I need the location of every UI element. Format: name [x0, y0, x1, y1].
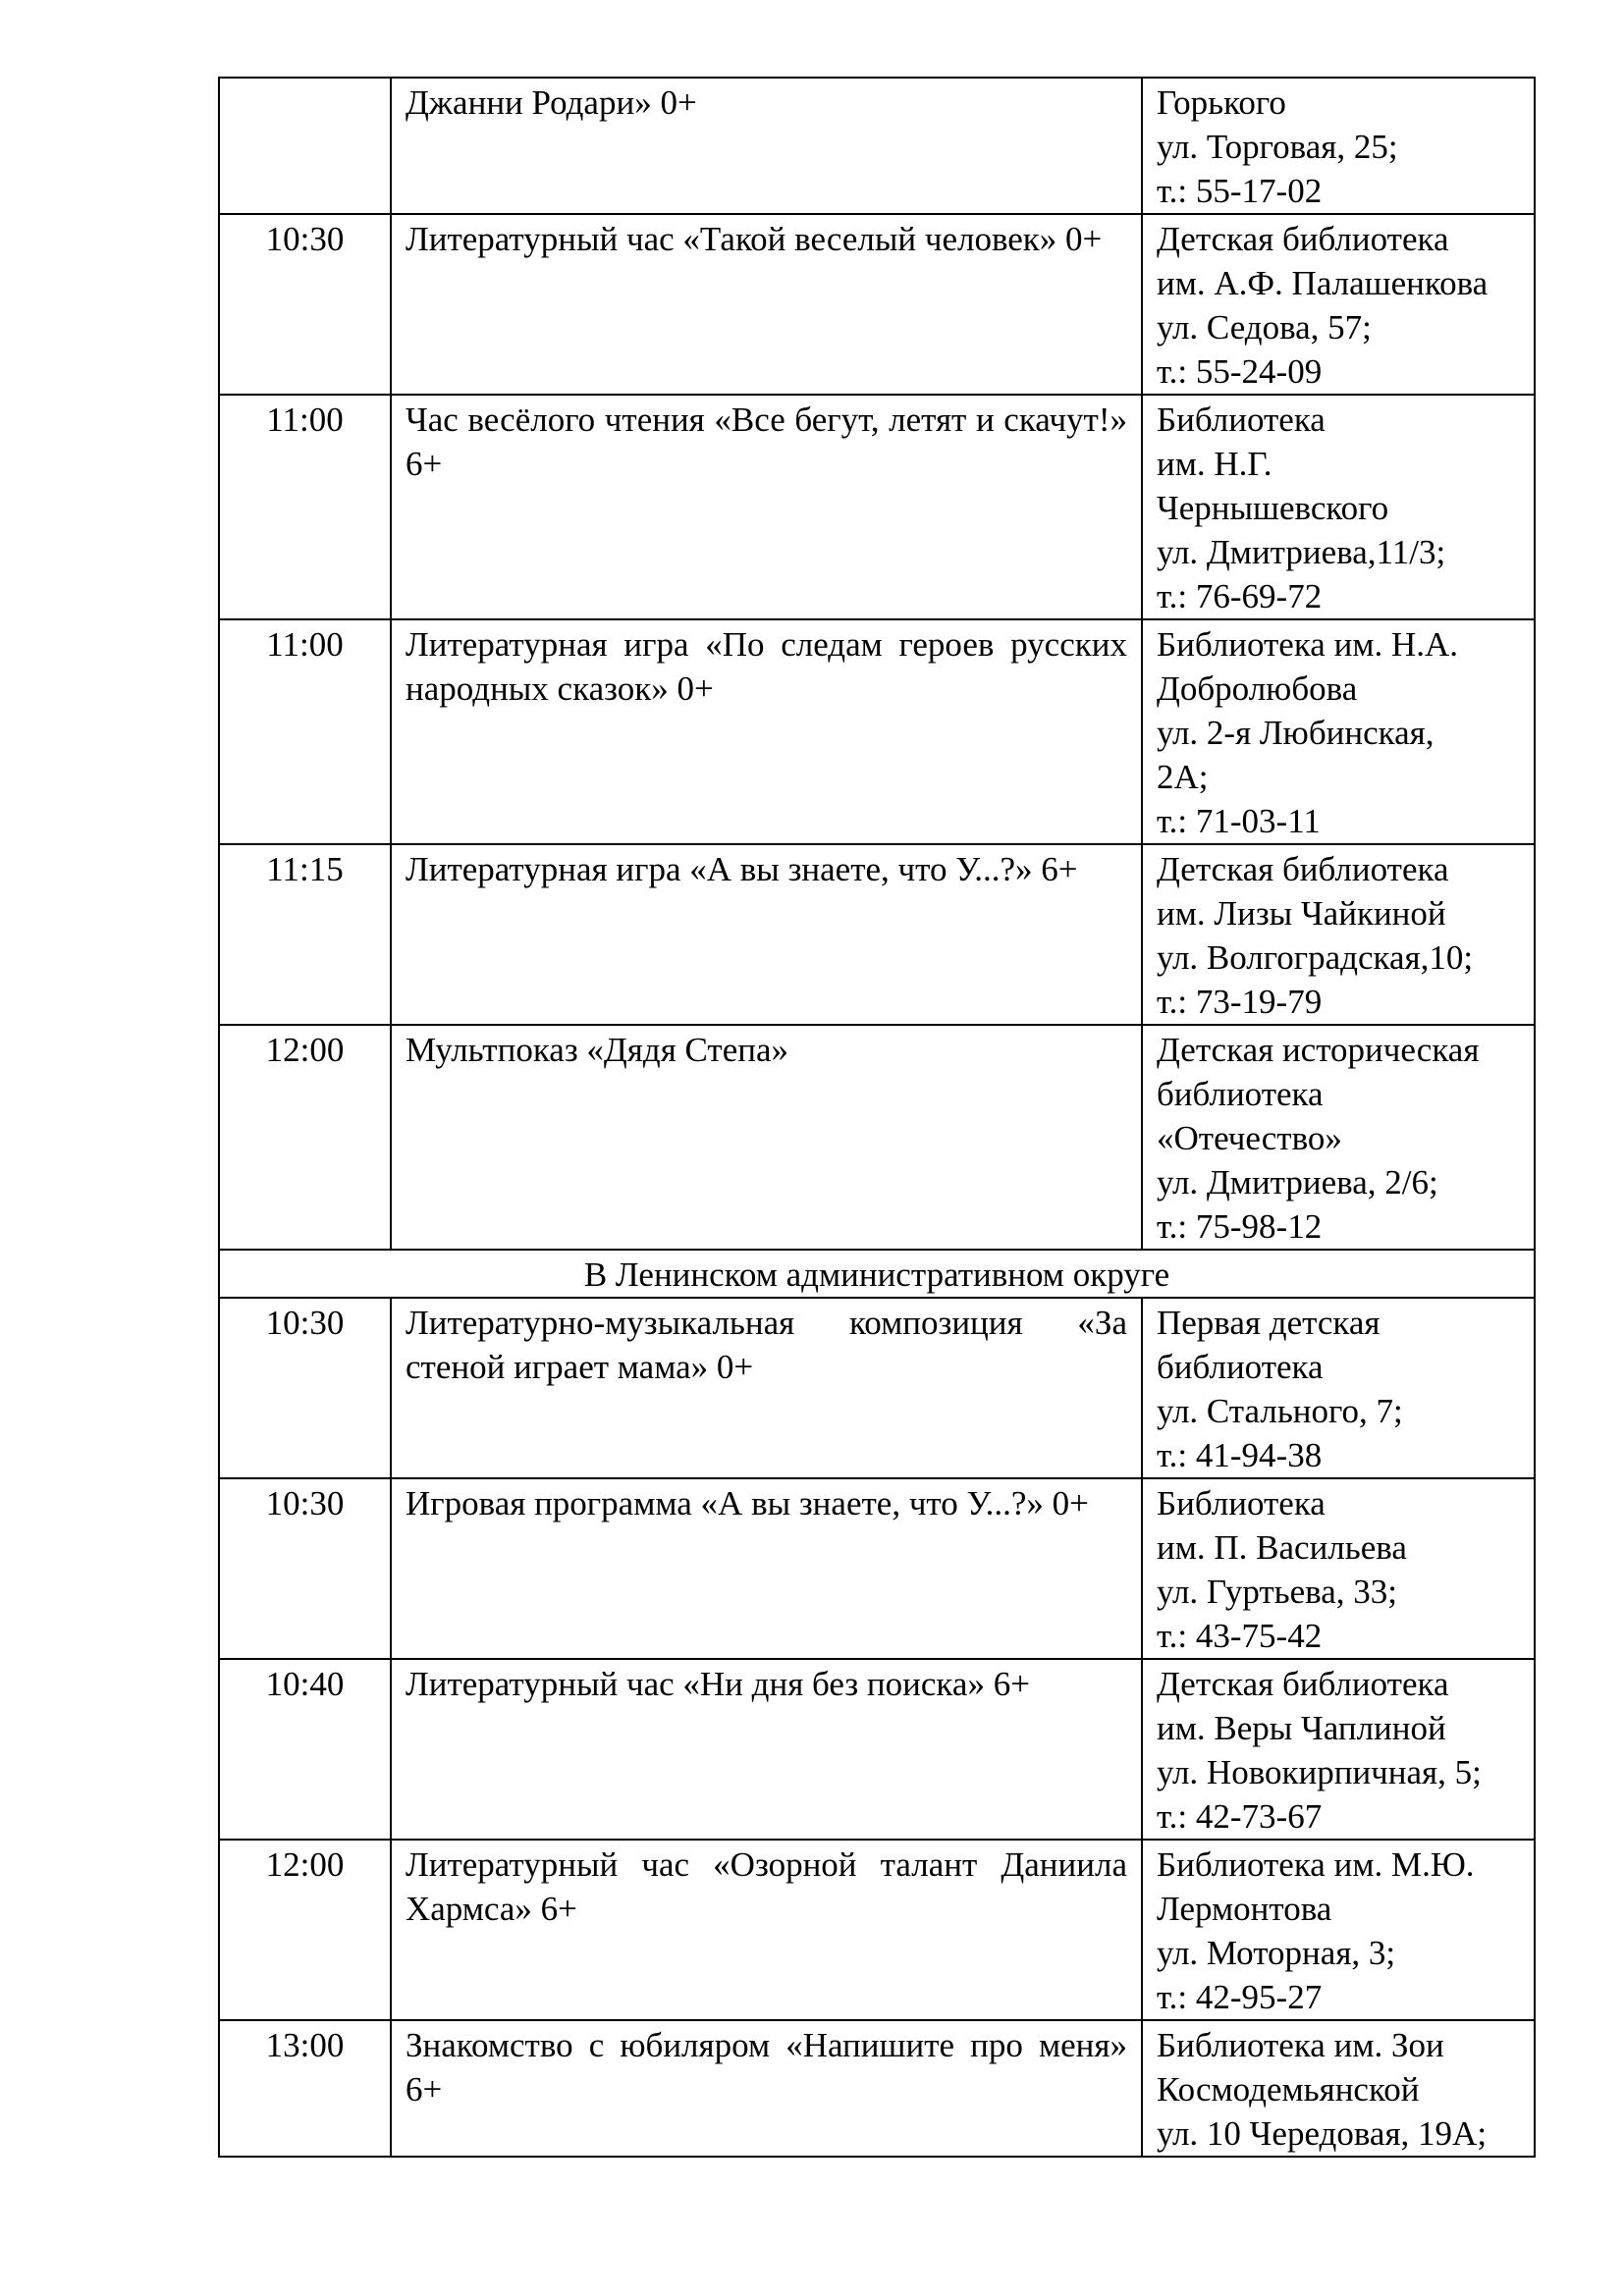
event-venue	[1142, 1298, 1535, 1478]
table-row	[219, 214, 1535, 395]
event-time: 13:00	[219, 2020, 391, 2157]
venue-line: Детская историческая	[1157, 1031, 1480, 1069]
table-row	[219, 844, 1535, 1025]
venue-line: им. Веры Чаплиной	[1157, 1709, 1446, 1747]
table-row	[219, 395, 1535, 619]
venue-line: ул. Стального, 7;	[1157, 1392, 1403, 1430]
table-row	[219, 1659, 1535, 1840]
event-venue	[1142, 78, 1535, 214]
venue-line: «Отечество»	[1157, 1119, 1342, 1157]
venue-line: ул. Дмитриева, 2/6;	[1157, 1163, 1438, 1201]
event-time: 11:00	[219, 619, 391, 844]
venue-line: библиотека	[1157, 1075, 1324, 1113]
venue-line: ул. Седова, 57;	[1157, 308, 1372, 347]
schedule-section-leninsky	[219, 1250, 1535, 1298]
venue-line: т.: 76-69-72	[1157, 577, 1323, 615]
venue-line: ул. Новокирпичная, 5;	[1157, 1753, 1482, 1791]
table-row	[219, 1298, 1535, 1478]
event-venue	[1142, 1025, 1535, 1250]
event-time: 11:15	[219, 844, 391, 1025]
venue-line: ул. Дмитриева,11/3;	[1157, 533, 1446, 571]
venue-line: ул. Гуртьева, 33;	[1157, 1573, 1397, 1611]
event-title: Мультпоказ «Дядя Степа»	[391, 1025, 1142, 1250]
venue-line: Космодемьянской	[1157, 2070, 1420, 2109]
table-row	[219, 619, 1535, 844]
schedule-body-leninsky	[219, 1298, 1535, 2157]
venue-line: т.: 42-73-67	[1157, 1797, 1323, 1836]
event-title: Литературный час «Ни дня без поиска» 6+	[391, 1659, 1142, 1840]
event-time: 12:00	[219, 1840, 391, 2020]
venue-line: ул. 2-я Любинская,	[1157, 714, 1435, 752]
venue-line: ул. Торговая, 25;	[1157, 128, 1398, 166]
event-venue	[1142, 1659, 1535, 1840]
event-time: 12:00	[219, 1025, 391, 1250]
table-row	[219, 1025, 1535, 1250]
venue-line: т.: 55-24-09	[1157, 352, 1323, 391]
venue-line: им. П. Васильева	[1157, 1528, 1407, 1567]
event-title: Литературный час «Такой веселый человек» 0+	[391, 214, 1142, 395]
event-title: Литературно-музыкальная композиция «За стеной играет мама» 0+	[391, 1298, 1142, 1478]
venue-line: Первая детская	[1157, 1304, 1380, 1342]
event-venue	[1142, 1478, 1535, 1659]
venue-line: т.: 41-94-38	[1157, 1436, 1323, 1474]
venue-line: им. Лизы Чайкиной	[1157, 894, 1446, 933]
event-title: Час весёлого чтения «Все бегут, летят и скачут!» 6+	[391, 395, 1142, 619]
venue-line: Детская библиотека	[1157, 220, 1449, 258]
event-venue	[1142, 1840, 1535, 2020]
venue-line: Библиотека	[1157, 400, 1326, 439]
venue-line: т.: 73-19-79	[1157, 983, 1323, 1021]
venue-line: т.: 75-98-12	[1157, 1207, 1323, 1246]
event-title: Знакомство с юбиляром «Напишите про меня» 6+	[391, 2020, 1142, 2157]
table-row	[219, 78, 1535, 214]
venue-line: библиотека	[1157, 1348, 1324, 1386]
document-page	[218, 77, 1534, 2158]
table-row	[219, 1478, 1535, 1659]
table-row	[219, 1840, 1535, 2020]
venue-line: Библиотека	[1157, 1484, 1326, 1522]
schedule-body-central	[219, 78, 1535, 1250]
venue-line: Детская библиотека	[1157, 850, 1449, 888]
venue-line: 2А;	[1157, 758, 1209, 796]
table-row	[219, 2020, 1535, 2157]
event-title: Литературная игра «А вы знаете, что У...?» 6+	[391, 844, 1142, 1025]
event-title: Литературная игра «По следам героев русских народных сказок» 0+	[391, 619, 1142, 844]
event-venue	[1142, 395, 1535, 619]
venue-line: т.: 42-95-27	[1157, 1978, 1323, 2016]
event-time: 10:40	[219, 1659, 391, 1840]
event-venue	[1142, 619, 1535, 844]
venue-line: ул. 10 Чередовая, 19А;	[1157, 2114, 1488, 2153]
event-schedule-table	[218, 77, 1536, 2158]
venue-line: ул. Волгоградская,10;	[1157, 938, 1474, 977]
event-title: Игровая программа «А вы знаете, что У...?» 0+	[391, 1478, 1142, 1659]
event-time: 10:30	[219, 1298, 391, 1478]
event-title: Джанни Родари» 0+	[391, 78, 1142, 214]
event-time: 10:30	[219, 1478, 391, 1659]
venue-line: т.: 43-75-42	[1157, 1617, 1323, 1655]
venue-line: Добролюбова	[1157, 669, 1358, 708]
event-venue	[1142, 2020, 1535, 2157]
event-time	[219, 78, 391, 214]
venue-line: Библиотека им. Н.А.	[1157, 625, 1459, 664]
venue-line: Горького	[1157, 83, 1286, 122]
venue-line: т.: 71-03-11	[1157, 802, 1321, 840]
event-venue	[1142, 844, 1535, 1025]
section-title: В Ленинском административном округе	[219, 1250, 1535, 1298]
venue-line: т.: 55-17-02	[1157, 172, 1323, 210]
event-title: Литературный час «Озорной талант Даниила Хармса» 6+	[391, 1840, 1142, 2020]
venue-line: им. Н.Г.	[1157, 445, 1272, 483]
venue-line: Детская библиотека	[1157, 1665, 1449, 1703]
venue-line: Библиотека им. Зои	[1157, 2026, 1444, 2064]
venue-line: им. А.Ф. Палашенкова	[1157, 264, 1489, 302]
venue-line: Лермонтова	[1157, 1890, 1332, 1928]
venue-line: ул. Моторная, 3;	[1157, 1934, 1396, 1972]
event-venue	[1142, 214, 1535, 395]
event-time: 11:00	[219, 395, 391, 619]
venue-line: Библиотека им. М.Ю.	[1157, 1845, 1475, 1884]
venue-line: Чернышевского	[1157, 489, 1389, 527]
section-row	[219, 1250, 1535, 1298]
event-time: 10:30	[219, 214, 391, 395]
